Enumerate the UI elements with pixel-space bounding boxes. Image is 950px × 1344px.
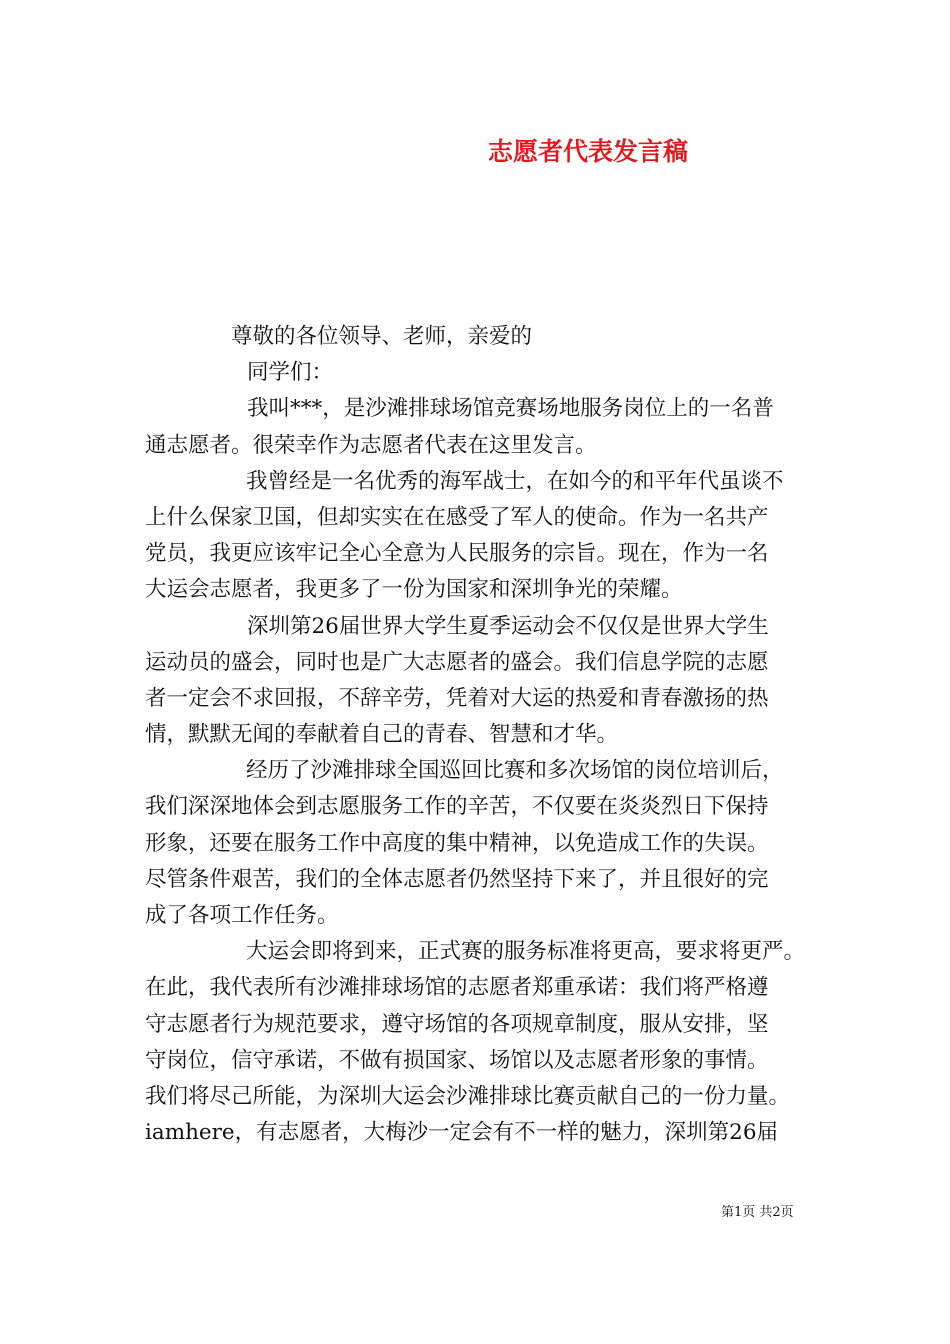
body-line: 党员，我更应该牢记全心全意为人民服务的宗旨。现在，作为一名 — [145, 541, 769, 567]
body-line: 在此，我代表所有沙滩排球场馆的志愿者郑重承诺：我们将严格遵 — [145, 975, 769, 1001]
body-line: 通志愿者。很荣幸作为志愿者代表在这里发言。 — [145, 432, 597, 458]
body-line: 我们将尽己所能，为深圳大运会沙滩排球比赛贡献自己的一份力量。 — [145, 1083, 791, 1109]
body-line: 大运会即将到来，正式赛的服务标准将更高，要求将更严。 — [246, 939, 806, 965]
body-line: 经历了沙滩排球全国巡回比赛和多次场馆的岗位培训后， — [246, 758, 784, 784]
body-line: 者一定会不求回报，不辞辛劳，凭着对大运的热爱和青春激扬的热 — [145, 685, 769, 711]
body-line: 上什么保家卫国，但却实实在在感受了军人的使命。作为一名共产 — [145, 504, 769, 530]
document-title: 志愿者代表发言稿 — [488, 137, 689, 166]
body-line: 大运会志愿者，我更多了一份为国家和深圳争光的荣耀。 — [145, 577, 683, 603]
page-footer: 第1页 共2页 — [721, 1205, 794, 1220]
body-line: 情，默默无闻的奉献着自己的青春、智慧和才华。 — [145, 722, 619, 748]
body-line: 我们深深地体会到志愿服务工作的辛苦，不仅要在炎炎烈日下保持 — [145, 794, 769, 820]
body-line: 成了各项工作任务。 — [145, 903, 339, 928]
body-line: 守志愿者行为规范要求，遵守场馆的各项规章制度，服从安排，坚 — [145, 1011, 769, 1037]
document-body — [145, 319, 835, 1151]
body-line: 尽管条件艰苦，我们的全体志愿者仍然坚持下来了，并且很好的完 — [145, 866, 769, 892]
body-line: 我曾经是一名优秀的海军战士，在如今的和平年代虽谈不 — [246, 468, 784, 494]
body-line: 守岗位，信守承诺，不做有损国家、场馆以及志愿者形象的事情。 — [145, 1047, 769, 1073]
body-line: 运动员的盛会，同时也是广大志愿者的盛会。我们信息学院的志愿 — [145, 649, 769, 675]
body-line: 形象，还要在服务工作中高度的集中精神，以免造成工作的失误。 — [145, 830, 769, 856]
body-line: iamhere，有志愿者，大梅沙一定会有不一样的魅力，深圳第26届 — [145, 1120, 779, 1146]
body-line: 我叫***，是沙滩排球场馆竞赛场地服务岗位上的一名普 — [247, 396, 774, 422]
body-line: 尊敬的各位领导、老师，亲爱的 — [231, 324, 533, 349]
body-line: 同学们： — [247, 360, 334, 386]
body-line: 深圳第26届世界大学生夏季运动会不仅仅是世界大学生 — [247, 613, 769, 639]
